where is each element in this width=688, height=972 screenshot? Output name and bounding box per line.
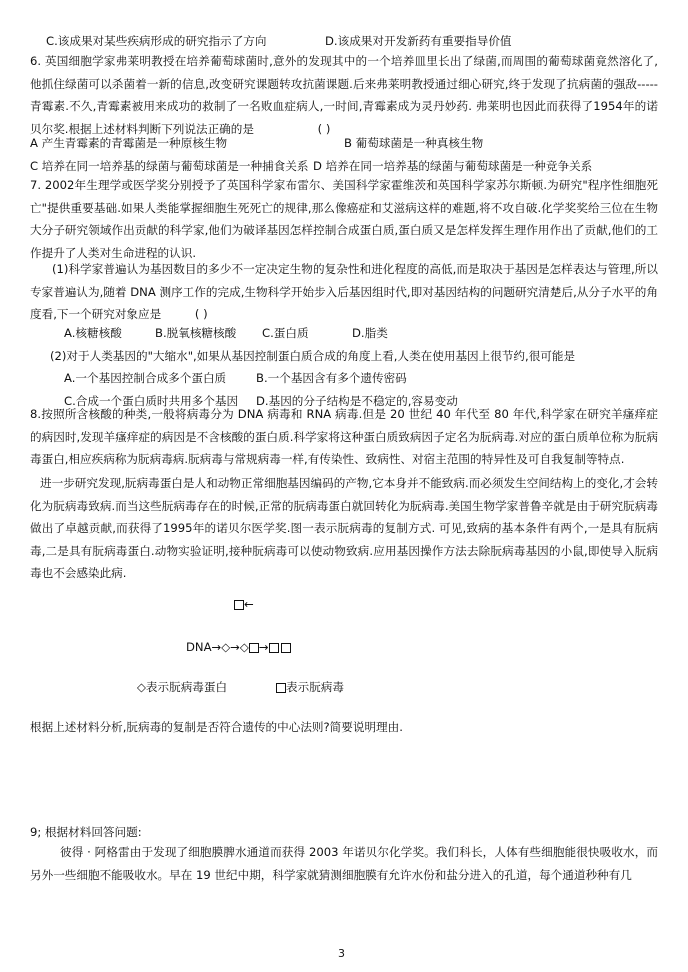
q5-option-c: C.该成果对某些疾病形成的研究指示了方向 [46, 34, 267, 48]
q6-option-a: A 产生青霉素的青霉菌是一种原核生物 [30, 136, 228, 150]
q7-part2-option-a: A.一个基因控制合成多个蛋白质 [64, 371, 227, 385]
q6-option-d: D 培养在同一培养基的绿菌与葡萄球菌是一种竞争关系 [313, 159, 593, 173]
diagram-arrow-2: → [230, 640, 240, 654]
q5-option-d: D.该成果对开发新药有重要指导价值 [325, 34, 512, 48]
legend-diamond: ◇表示朊病毒蛋白 [137, 680, 228, 694]
q8-paragraph-1: 8.按照所含核酸的种类,一般将病毒分为 DNA 病毒和 RNA 病毒.但是 20 世纪 40 年代至 80 年代,科学家在研究羊瘙痒症的病因时,发现羊瘙痒症的病因是不含核酸的蛋白质.科学家将这种蛋白质致病因子定名为朊病毒.对应的蛋白质单位称为朊病毒蛋白,相应疾病称为朊病毒病.朊病毒与常规病毒一样,有传染性、致病性、对宿主范围的特异性及可自我复制等特点. [30, 407, 658, 467]
diagram-top-item [234, 597, 254, 611]
q7-part2-option-d: D.基因的分子结构是不稳定的,容易变动 [256, 394, 458, 408]
legend-square-label: 表示朊病毒 [286, 680, 344, 694]
diagram-arrow-3: → [258, 640, 269, 654]
prion-square-icon [249, 643, 259, 653]
q7-part1-option-b: B.脱氧核糖核酸 [155, 326, 237, 340]
legend-square [276, 680, 344, 694]
prion-protein-diamond-icon: ◇ [221, 640, 231, 654]
prion-square-icon [281, 643, 291, 653]
q7-part2-option-c: C.合成一个蛋白质时共用多个基因 [64, 394, 239, 408]
diagram-dna-label: DNA [186, 640, 212, 654]
q7-part1-option-c: C.蛋白质 [262, 326, 309, 340]
q7-part1-blank: ( ) [194, 307, 208, 322]
q6-option-c: C 培养在同一培养基的绿菌与葡萄球菌是一种捕食关系 [30, 159, 309, 173]
q6-stem [30, 50, 658, 140]
q7-part2-option-b: B.一个基因含有多个遗传密码 [256, 371, 407, 385]
q7-part1-option-a: A.核糖核酸 [64, 326, 122, 340]
q7-part1 [30, 258, 658, 328]
diagram-back-arrow: ← [244, 597, 254, 611]
prion-square-icon [276, 683, 286, 693]
prion-square-icon [234, 600, 244, 610]
q9-heading: 9; 根据材料回答问题: [30, 825, 142, 839]
prion-replication-diagram [0, 590, 688, 700]
q7-stem: 7. 2002年生理学或医学奖分别授予了英国科学家布雷尔、美国科学家霍维茨和英国科学家苏尔斯顿.为研究"程序性细胞死亡"提供重要基础.如果人类能掌握细胞生死死亡的规律,那么像癌症和艾滋病这样的难题,将不攻自破.化学奖奖给三位在生物大分子研究领域作出贡献的科学家,他们为破译基因怎样控制合成蛋白质,蛋白质又是怎样发挥生理作用作出了贡献,他们的工作提升了人类对生命进程的认识. [30, 178, 658, 260]
q7-part1-option-d: D.脂类 [352, 326, 388, 340]
q9-text: 彼得 · 阿格雷由于发现了细胞膜脾水通道而获得 2003 年诺贝尔化学奖。我们科长，人体有些细胞能很快吸收水，而另外一些细胞不能吸收水。早在 19 世纪中期，科学家就猜测细胞膜有允许水份和盐分进入的孔道，每个通道秒种有几 [30, 845, 658, 882]
q6-option-b: B 葡萄球菌是一种真核生物 [344, 136, 484, 150]
diagram-main-chain [186, 640, 291, 654]
diagram-arrow-1: → [211, 640, 222, 654]
prion-protein-diamond-icon: ◇ [239, 640, 249, 654]
q8-paragraph-2: 进一步研究发现,朊病毒蛋白是人和动物正常细胞基因编码的产物,它本身并不能致病.而必须发生空间结构上的变化,才会转化为朊病毒致病.而当这些朊病毒存在的时候,正常的朊病毒蛋白就回转化为朊病毒.美国生物学家普鲁辛就是由于研究朊病毒做出了卓越贡献,而获得了1995年的诺贝尔医学奖.图一表示朊病毒的复制方式. 可见,致病的基本条件有两个,一是具有朊病毒,二是具有朊病毒蛋白.动物实验证明,接种朊病毒可以使动物致病.应用基因操作方法去除朊病毒基因的小鼠,即使导入朊病毒也不会感染此病. [30, 476, 658, 581]
q6-stem-text: 6. 英国细胞学家弗莱明教授在培养葡萄球菌时,意外的发现其中的一个培养皿里长出了绿菌,而周围的葡萄球菌竟然溶化了,他抓住绿菌可以杀菌着一新的信息,改变研究课题转攻抗菌课题.后来弗莱明教授通过细心研究,终于发现了抗病菌的强敌-----青霉素.不久,青霉素被用来成功的救制了一名败血症病人,一时间,青霉素成为灵丹妙药. 弗莱明也因此而获得了1954年的诺贝尔奖.根据上述材料判断下列说法正确的是 [30, 54, 658, 136]
page-number: 3 [338, 947, 345, 960]
q6-answer-blank: ( ) [317, 121, 331, 136]
q7-part2: (2)对于人类基因的"大缩水",如果从基因控制蛋白质合成的角度上看,人类在使用基因上很节约,很可能是 [50, 349, 576, 363]
prion-square-icon [269, 643, 279, 653]
q8-question: 根据上述材料分析,朊病毒的复制是否符合遗传的中心法则?简要说明理由. [30, 720, 403, 734]
q7-part1-text: (1)科学家普遍认为基因数目的多少不一定决定生物的复杂性和进化程度的高低,而是取决于基因是怎样表达与管理,所以专家普遍认为,随着 DNA 测序工作的完成,生物科学开始步入后基因组时代,即对基因结构的问题研究清楚后,从分子水平的角度看,下一个研究对象应是 [30, 262, 658, 322]
